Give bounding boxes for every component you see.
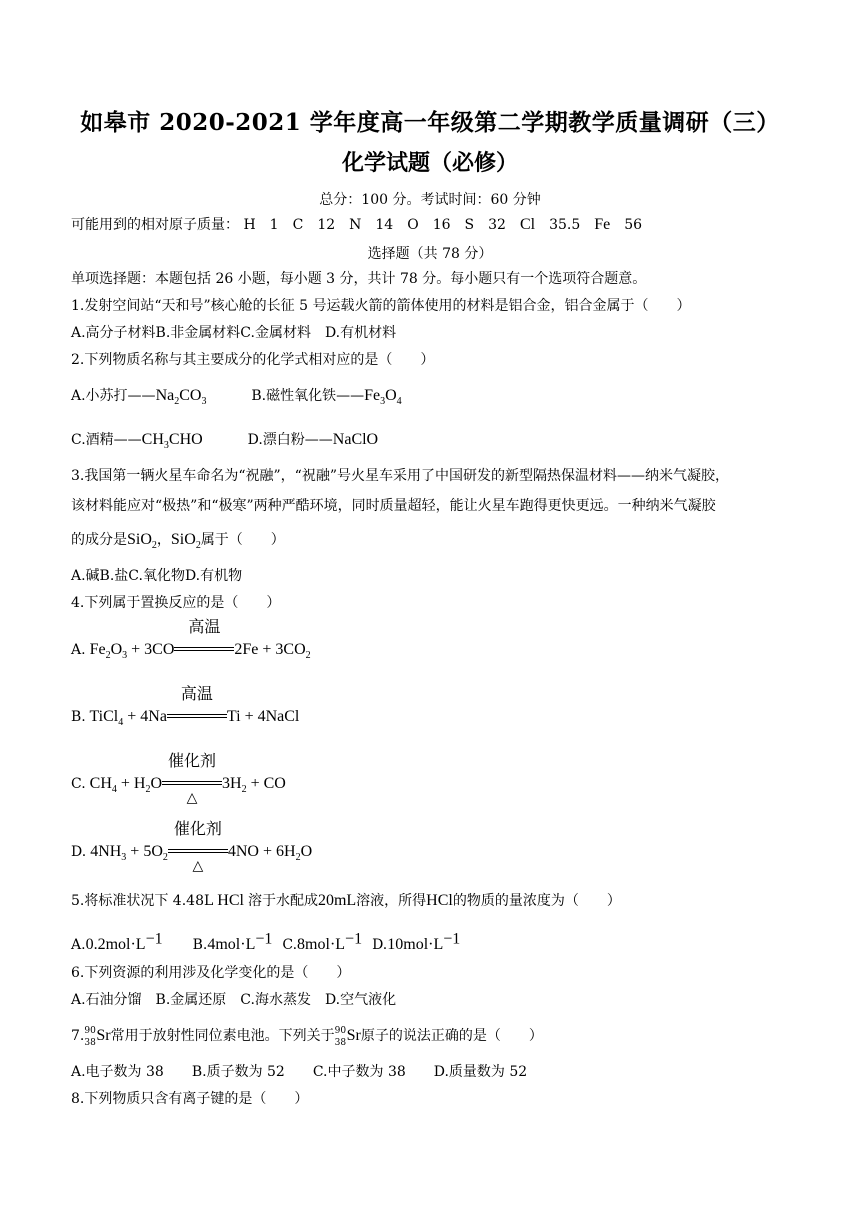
reaction-arrow bbox=[167, 684, 227, 722]
q2-option-d: D.漂白粉—— bbox=[247, 432, 333, 448]
reaction-arrow bbox=[168, 819, 228, 874]
q2-option-a: A.小苏打—— bbox=[71, 388, 156, 404]
q7-post: 原子的说法正确的是（ ） bbox=[360, 1028, 543, 1044]
q7-pre: 7. bbox=[71, 1028, 85, 1044]
q2-formula-c: $CH_3CHO$ bbox=[141, 431, 203, 452]
question-2-stem: 2.下列物质名称与其主要成分的化学式相对应的是（ ） bbox=[71, 352, 435, 368]
question-2-options-ab bbox=[71, 387, 402, 411]
q2-formula-d: NaClO bbox=[332, 431, 379, 448]
question-3-line-3: 的成分是SiO$_2$，SiO$_2$属于（ ） bbox=[71, 531, 285, 552]
sio2-formula: SiO$_2$ bbox=[127, 531, 157, 552]
q4-option-a: A. $Fe_2O_3 + 3CO$ 高温 $2Fe + 3CO_2$ bbox=[71, 617, 311, 662]
q2-option-b: B.磁性氧化铁—— bbox=[251, 388, 365, 404]
q5-volume: 20mL bbox=[317, 892, 357, 909]
reaction-arrow bbox=[174, 617, 234, 655]
atomic-mass-h: H 1 bbox=[243, 217, 279, 233]
atomic-mass-c: C 12 bbox=[292, 217, 336, 233]
q5-option-c: $C.8mol\cdot L^{-1}$ bbox=[282, 930, 363, 953]
q4-option-b: B. TiCl$_4$ + 4Na 高温 Ti + 4NaCl bbox=[71, 684, 300, 729]
question-5-stem: 5.将标准状况下 4.48L HCl 溶于水配成20mL溶液，所得HCl的物质的量浓度为（ ） bbox=[71, 892, 621, 909]
exam-title: 如皋市 2020-2021 学年度高一年级第二学期教学质量调研（三） bbox=[80, 109, 780, 136]
sr-symbol-2: Sr bbox=[346, 1027, 361, 1044]
q5-mid2: 溶液，所得 bbox=[356, 893, 427, 909]
question-1-options: A.高分子材料B.非金属材料C.金属材料 D.有机材料 bbox=[71, 325, 397, 341]
q4-option-d: D. $4NH_3 + 5O_2$ 催化剂 △ $4NO + 6H_2O$ bbox=[71, 819, 313, 874]
score-time: 总分：100 分。考试时间：60 分钟 bbox=[319, 192, 541, 208]
exam-subtitle: 化学试题（必修） bbox=[341, 150, 518, 176]
question-5-options bbox=[71, 930, 470, 954]
question-6-stem: 6.下列资源的利用涉及化学变化的是（ ） bbox=[71, 965, 351, 981]
q5-mid1: 溶于水配成 bbox=[247, 893, 318, 909]
atomic-mass-fe: Fe 56 bbox=[594, 216, 643, 233]
atomic-mass-o: O 16 bbox=[407, 217, 451, 233]
question-1-stem: 1.发射空间站“天和号”核心舱的长征 5 号运载火箭的箭体使用的材料是铝合金，铝合金属于（ ） bbox=[71, 298, 691, 314]
question-8-stem: 8.下列物质只含有离子键的是（ ） bbox=[71, 1091, 309, 1107]
question-3-line-1: 3.我国第一辆火星车命名为“祝融”，“祝融”号火星车采用了中国研发的新型隔热保温材料——纳米气凝胶， bbox=[71, 468, 729, 484]
q5-option-b: $B.4mol\cdot L^{-1}$ bbox=[192, 930, 273, 953]
condition-label: 催化剂 bbox=[168, 751, 217, 770]
q4-option-c: C. $CH_4 + H_2O$ 催化剂 △ $3H_2$ + CO bbox=[71, 751, 286, 806]
question-7-stem bbox=[71, 1026, 543, 1048]
q5-post: 的物质的量浓度为（ ） bbox=[452, 893, 621, 909]
q2-formula-b: $Fe_3O_4$ bbox=[364, 387, 402, 408]
question-6-options: A.石油分馏 B.金属还原 C.海水蒸发 D.空气液化 bbox=[71, 992, 397, 1008]
sio2-formula-2: SiO$_2$ bbox=[170, 531, 201, 552]
q3-line3-mid: 属于（ ） bbox=[200, 532, 285, 548]
atomic-mass-s: S 32 bbox=[464, 217, 506, 233]
sr-symbol: Sr bbox=[96, 1027, 111, 1044]
q2-option-c: C.酒精—— bbox=[71, 432, 142, 448]
atomic-mass-label: 可能用到的相对原子质量： bbox=[71, 217, 239, 233]
q5-pre: 5.将标准状况下 4.48L bbox=[71, 893, 214, 909]
section-instructions: 单项选择题：本题包括 26 小题，每小题 3 分，共计 78 分。每小题只有一个选项符合题意。 bbox=[71, 271, 647, 287]
atomic-mass-list bbox=[243, 217, 656, 233]
q5-option-d: $D.10mol\cdot L^{-1}$ bbox=[372, 930, 461, 953]
question-3-line-2: 该材料能应对“极热”和“极寒”两种严酷环境，同时质量超轻，能让火星车跑得更快更远。一种纳米气凝胶 bbox=[71, 498, 716, 514]
atomic-mass-line bbox=[71, 216, 656, 234]
question-4-stem: 4.下列属于置换反应的是（ ） bbox=[71, 595, 281, 611]
q7-mid: 常用于放射性同位素电池。下列关于 bbox=[110, 1028, 335, 1044]
question-2-options-cd bbox=[71, 431, 378, 455]
condition-label: 高温 bbox=[180, 684, 213, 703]
delta-label: △ bbox=[192, 858, 204, 874]
q3-line3-pre: 的成分是 bbox=[71, 532, 127, 548]
isotope-notation-2: 90 38 bbox=[334, 1026, 347, 1048]
q5-option-a: $A.0.2mol\cdot L^{-1}$ bbox=[71, 930, 163, 953]
question-7-options: A.电子数为 38 B.质子数为 52 C.中子数为 38 D.质量数为 52 bbox=[71, 1064, 528, 1080]
section-heading: 选择题（共 78 分） bbox=[367, 246, 493, 262]
delta-label: △ bbox=[186, 790, 198, 806]
question-3-options: A.碱B.盐C.氧化物D.有机物 bbox=[71, 568, 243, 584]
atomic-mass-n: N 14 bbox=[349, 217, 394, 233]
isotope-notation: 90 38 bbox=[84, 1026, 96, 1048]
reaction-arrow bbox=[162, 751, 222, 806]
atomic-mass-cl: Cl 35.5 bbox=[519, 216, 581, 233]
q2-formula-a: $Na_2CO_3$ bbox=[155, 387, 207, 408]
condition-label: 催化剂 bbox=[173, 819, 222, 838]
condition-label: 高温 bbox=[188, 617, 221, 636]
